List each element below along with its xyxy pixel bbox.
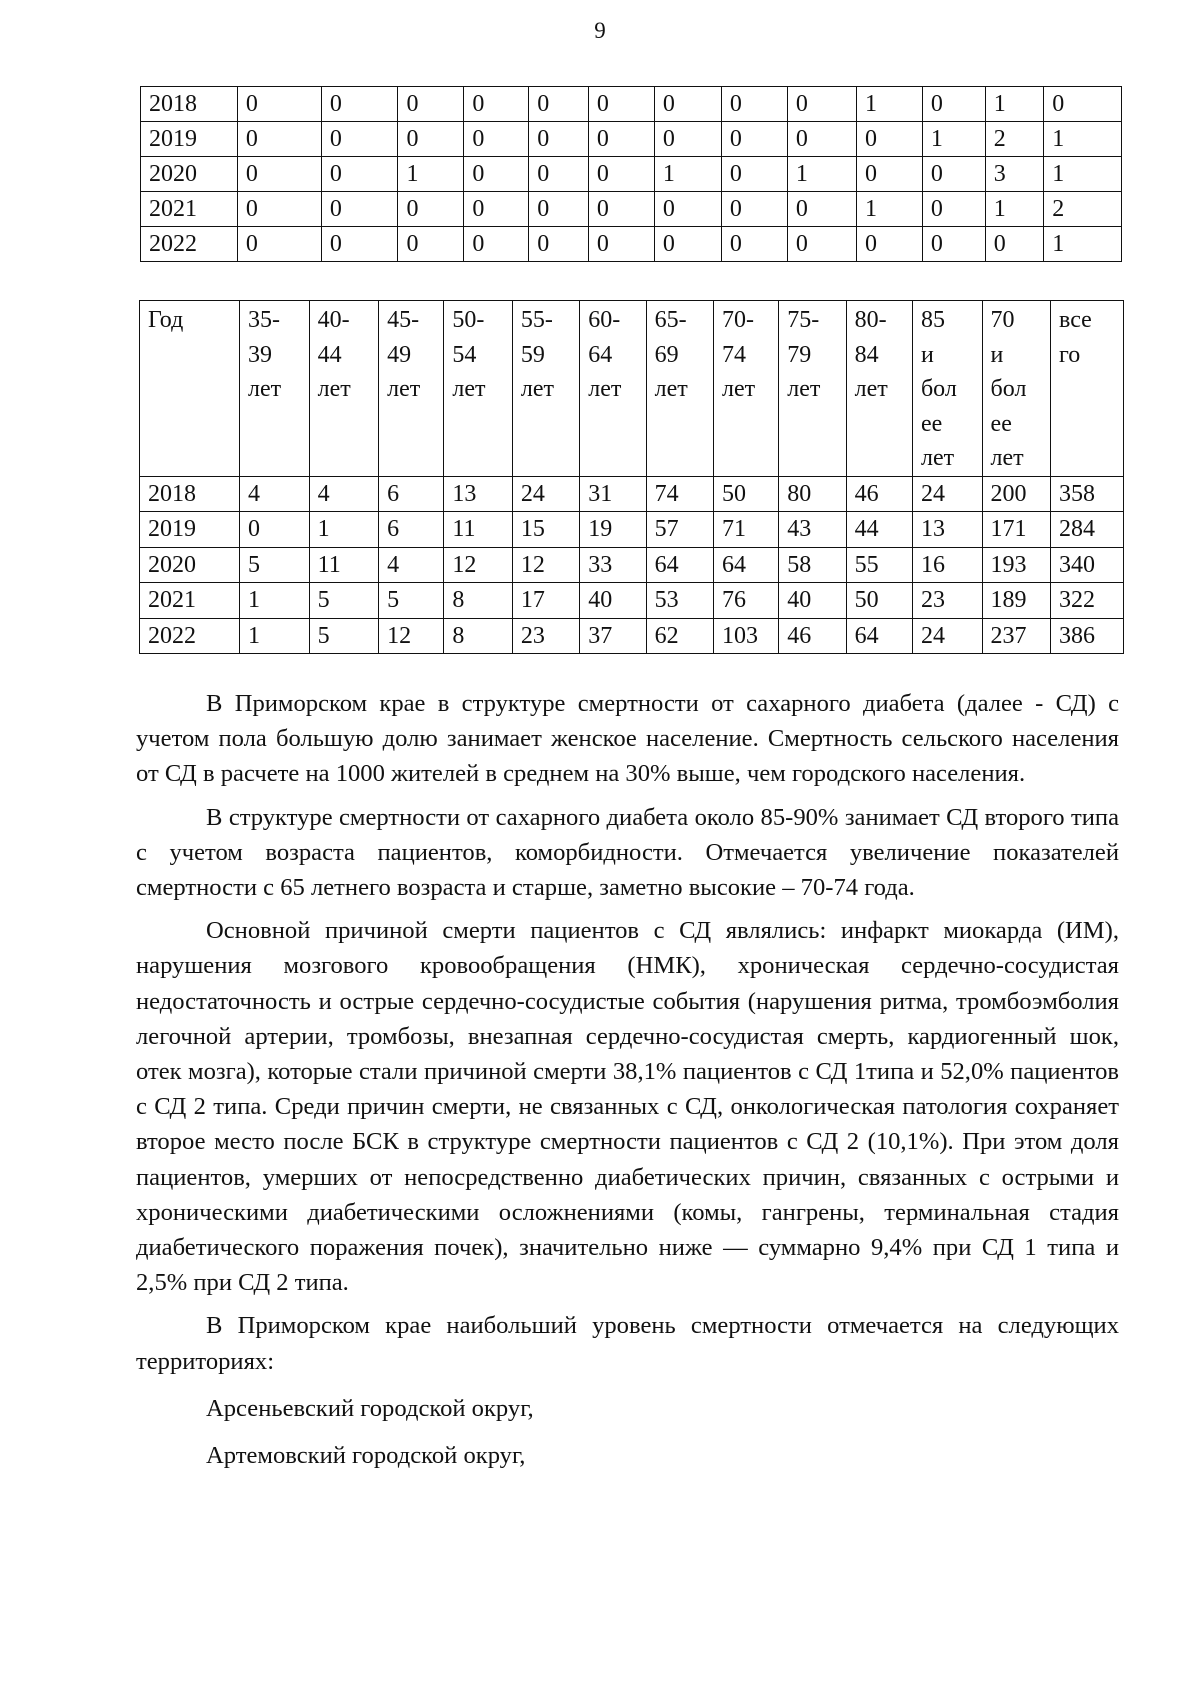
value-cell: 23 [512, 618, 579, 654]
column-header [379, 301, 444, 477]
value-cell: 40 [580, 583, 646, 619]
column-header [240, 301, 310, 477]
value-cell: 1 [1044, 227, 1122, 262]
value-cell: 0 [398, 192, 464, 227]
value-cell: 4 [240, 476, 310, 512]
value-cell: 0 [321, 192, 398, 227]
value-cell: 0 [464, 227, 529, 262]
value-cell: 23 [912, 583, 982, 619]
header-text: го [1059, 341, 1081, 368]
value-cell: 16 [912, 547, 982, 583]
value-cell: 31 [580, 476, 646, 512]
year-cell: 2021 [141, 192, 238, 227]
header-text: бол [990, 376, 1027, 402]
value-cell: 284 [1051, 512, 1124, 548]
table-row [141, 157, 1122, 192]
value-cell: 71 [714, 512, 779, 548]
value-cell: 0 [787, 122, 856, 157]
table-row [140, 583, 1124, 619]
header-text: 65- [654, 307, 687, 333]
value-cell: 0 [240, 512, 310, 548]
value-cell: 0 [398, 122, 464, 157]
value-cell: 64 [714, 547, 779, 583]
value-cell: 0 [321, 87, 398, 122]
value-cell: 50 [714, 476, 779, 512]
value-cell: 24 [912, 618, 982, 654]
year-cell: 2020 [140, 547, 240, 583]
value-cell: 17 [512, 583, 579, 619]
paragraph-territories: В Приморском крае наибольший уровень смертности отмечается на следующих территориях: [136, 1312, 1119, 1375]
header-text: 79 [787, 341, 812, 368]
value-cell: 0 [922, 87, 985, 122]
header-text: 70 [990, 307, 1015, 333]
year-cell: 2022 [140, 618, 240, 654]
value-cell: 200 [982, 476, 1050, 512]
value-cell: 1 [1044, 122, 1122, 157]
value-cell: 53 [646, 583, 713, 619]
value-cell: 0 [237, 122, 321, 157]
value-cell: 1 [985, 192, 1044, 227]
value-cell: 2 [1044, 192, 1122, 227]
value-cell: 50 [846, 583, 912, 619]
value-cell: 0 [398, 87, 464, 122]
value-cell: 0 [654, 87, 721, 122]
value-cell: 0 [922, 157, 985, 192]
paragraph-causes-of-death: Основной причиной смерти пациентов с СД являлись: инфаркт миокарда (ИМ), нарушения мозгового кровообращения (НМК), хроническая сердечно-сосудистая недостаточность и острые сердечно-сосудистые события (нарушения ритма, тромбоэмболия легочной артерии, тромбозы, внезапная сердечно-сосудистая смерть, кардиогенный шок, отек мозга), которые стали причиной смерти 38,1% пациентов с СД 1типа и 52,0% пациентов с СД 2 типа. Среди причин смерти, не связанных с СД, онкологическая патология сохраняет второе место после БСК в структуре смертности пациентов с СД 2 (10,1%). При этом доля пациентов, умерших от непосредственно диабетических причин, связанных с острыми и хроническими диабетическими осложнениями (комы, гангрены, терминальная стадия диабетического поражения почек), значительно ниже — суммарно 9,4% при СД 1 типа и 2,5% при СД 2 типа. [136, 917, 1119, 1297]
value-cell: 0 [529, 157, 589, 192]
value-cell: 44 [846, 512, 912, 548]
header-text: 64 [588, 341, 613, 368]
header-text: лет [248, 376, 282, 402]
header-text: лет [452, 376, 486, 402]
value-cell: 4 [379, 547, 444, 583]
value-cell: 46 [846, 476, 912, 512]
header-text: 55- [520, 307, 553, 333]
value-cell: 0 [721, 192, 787, 227]
value-cell: 12 [444, 547, 512, 583]
value-cell: 0 [529, 87, 589, 122]
value-cell: 1 [787, 157, 856, 192]
header-text: и [920, 341, 934, 368]
value-cell: 5 [379, 583, 444, 619]
header-text: лет [990, 445, 1024, 471]
header-text: лет [520, 376, 555, 402]
value-cell: 0 [588, 122, 654, 157]
table-row [140, 618, 1124, 654]
header-text: 75- [787, 307, 820, 333]
value-cell: 0 [787, 192, 856, 227]
header-text: лет [654, 376, 688, 402]
value-cell: 0 [237, 157, 321, 192]
territory-list-item: Артемовский городской округ, [206, 1442, 526, 1470]
table-row [141, 87, 1122, 122]
header-text: лет [787, 376, 821, 402]
column-header [580, 301, 646, 477]
header-text: бол [920, 376, 957, 402]
value-cell: 5 [309, 618, 379, 654]
value-cell: 24 [512, 476, 579, 512]
value-cell: 12 [512, 547, 579, 583]
header-text: 69 [654, 341, 679, 368]
value-cell: 0 [787, 227, 856, 262]
value-cell: 80 [779, 476, 846, 512]
value-cell: 0 [321, 157, 398, 192]
column-header [309, 301, 379, 477]
value-cell: 74 [646, 476, 713, 512]
value-cell: 62 [646, 618, 713, 654]
value-cell: 13 [912, 512, 982, 548]
value-cell: 0 [464, 192, 529, 227]
value-cell: 1 [985, 87, 1044, 122]
header-text: ее [990, 410, 1012, 437]
value-cell: 1 [309, 512, 379, 548]
value-cell: 0 [321, 227, 398, 262]
value-cell: 37 [580, 618, 646, 654]
value-cell: 15 [512, 512, 579, 548]
value-cell: 0 [856, 122, 922, 157]
year-cell: 2018 [140, 476, 240, 512]
table-row [141, 192, 1122, 227]
value-cell: 6 [379, 476, 444, 512]
value-cell: 0 [721, 227, 787, 262]
value-cell: 0 [529, 192, 589, 227]
value-cell: 3 [985, 157, 1044, 192]
value-cell: 11 [309, 547, 379, 583]
header-text: Год [148, 307, 184, 333]
value-cell: 1 [856, 87, 922, 122]
territory-list-item: Арсеньевский городской округ, [206, 1394, 534, 1422]
value-cell: 386 [1051, 618, 1124, 654]
mortality-by-age-table [139, 300, 1124, 654]
value-cell: 1 [1044, 157, 1122, 192]
header-text: 85 [920, 307, 945, 333]
value-cell: 1 [922, 122, 985, 157]
value-cell: 0 [237, 192, 321, 227]
body-text [136, 686, 1119, 1473]
value-cell: 0 [588, 157, 654, 192]
value-cell: 322 [1051, 583, 1124, 619]
header-text: 50- [452, 307, 485, 333]
value-cell: 76 [714, 583, 779, 619]
header-text: лет [920, 445, 955, 471]
value-cell: 0 [588, 87, 654, 122]
value-cell: 12 [379, 618, 444, 654]
header-text: 54 [452, 341, 477, 368]
value-cell: 0 [721, 157, 787, 192]
value-cell: 0 [529, 122, 589, 157]
value-cell: 189 [982, 583, 1050, 619]
value-cell: 33 [580, 547, 646, 583]
header-text: 80- [854, 307, 887, 333]
header-text: 59 [520, 341, 545, 368]
table-row [141, 122, 1122, 157]
value-cell: 24 [912, 476, 982, 512]
value-cell: 1 [856, 192, 922, 227]
header-text: 60- [588, 307, 621, 333]
value-cell: 58 [779, 547, 846, 583]
value-cell: 0 [856, 227, 922, 262]
value-cell: 0 [1044, 87, 1122, 122]
value-cell: 1 [240, 583, 310, 619]
header-text: 74 [722, 341, 747, 368]
paragraph-gender-structure: В Приморском крае в структуре смертности от сахарного диабета (далее - СД) с учетом пола большую долю занимает женское население. Смертность сельского населения от СД в расчете на 1000 жителей в среднем на 30% выше, чем городского населения. [136, 690, 1119, 788]
header-text: лет [854, 376, 888, 402]
paragraph-diabetes-type: В структуре смертности от сахарного диабета около 85-90% занимает СД второго типа с учетом возраста пациентов, коморбидности. Отмечается увеличение показателей смертности с 65 летнего возраста и старше, заметно высокие – 70-74 года. [136, 803, 1119, 902]
table-header-row [140, 301, 1124, 477]
column-header [779, 301, 846, 477]
value-cell: 19 [580, 512, 646, 548]
year-cell: 2019 [141, 122, 238, 157]
value-cell: 5 [240, 547, 310, 583]
column-header [846, 301, 912, 477]
column-header [714, 301, 779, 477]
header-text: лет [317, 376, 351, 402]
table-row [141, 227, 1122, 262]
value-cell: 40 [779, 583, 846, 619]
value-cell: 13 [444, 476, 512, 512]
value-cell: 64 [846, 618, 912, 654]
year-cell: 2018 [141, 87, 238, 122]
header-text: 84 [854, 341, 879, 368]
year-cell: 2020 [141, 157, 238, 192]
value-cell: 0 [464, 87, 529, 122]
value-cell: 0 [922, 227, 985, 262]
year-cell: 2021 [140, 583, 240, 619]
header-text: и [990, 341, 1004, 368]
value-cell: 0 [856, 157, 922, 192]
value-cell: 8 [444, 618, 512, 654]
value-cell: 237 [982, 618, 1050, 654]
value-cell: 0 [588, 227, 654, 262]
year-cell: 2022 [141, 227, 238, 262]
value-cell: 0 [654, 192, 721, 227]
header-text: 40- [317, 307, 350, 333]
value-cell: 5 [309, 583, 379, 619]
value-cell: 1 [654, 157, 721, 192]
header-text: 39 [248, 341, 273, 368]
value-cell: 0 [464, 157, 529, 192]
value-cell: 64 [646, 547, 713, 583]
value-cell: 0 [588, 192, 654, 227]
header-text: ее [920, 410, 943, 437]
table-row [140, 476, 1124, 512]
value-cell: 0 [398, 227, 464, 262]
mortality-table-continued [140, 86, 1122, 262]
value-cell: 1 [240, 618, 310, 654]
column-header [982, 301, 1050, 477]
value-cell: 4 [309, 476, 379, 512]
value-cell: 358 [1051, 476, 1124, 512]
value-cell: 11 [444, 512, 512, 548]
column-header [646, 301, 713, 477]
value-cell: 0 [237, 87, 321, 122]
value-cell: 0 [529, 227, 589, 262]
header-text: 35- [248, 307, 281, 333]
header-text: 49 [387, 341, 412, 368]
value-cell: 57 [646, 512, 713, 548]
page-number: 9 [594, 18, 606, 43]
header-text: все [1059, 307, 1092, 333]
table-row [140, 547, 1124, 583]
value-cell: 171 [982, 512, 1050, 548]
value-cell: 2 [985, 122, 1044, 157]
column-header [912, 301, 982, 477]
column-header [1051, 301, 1124, 477]
header-text: лет [588, 376, 622, 402]
column-header [444, 301, 512, 477]
value-cell: 193 [982, 547, 1050, 583]
value-cell: 0 [654, 122, 721, 157]
column-header [140, 301, 240, 477]
header-text: 45- [387, 307, 420, 333]
value-cell: 0 [237, 227, 321, 262]
header-text: 70- [722, 307, 755, 333]
value-cell: 340 [1051, 547, 1124, 583]
table-row [140, 512, 1124, 548]
value-cell: 0 [654, 227, 721, 262]
value-cell: 0 [922, 192, 985, 227]
value-cell: 0 [787, 87, 856, 122]
value-cell: 55 [846, 547, 912, 583]
value-cell: 0 [321, 122, 398, 157]
header-text: лет [387, 376, 421, 402]
column-header [512, 301, 579, 477]
header-text: 44 [317, 341, 342, 368]
value-cell: 0 [721, 122, 787, 157]
value-cell: 103 [714, 618, 779, 654]
value-cell: 8 [444, 583, 512, 619]
header-text: лет [722, 376, 756, 402]
value-cell: 1 [398, 157, 464, 192]
value-cell: 0 [985, 227, 1044, 262]
value-cell: 0 [464, 122, 529, 157]
value-cell: 6 [379, 512, 444, 548]
value-cell: 0 [721, 87, 787, 122]
year-cell: 2019 [140, 512, 240, 548]
value-cell: 43 [779, 512, 846, 548]
value-cell: 46 [779, 618, 846, 654]
